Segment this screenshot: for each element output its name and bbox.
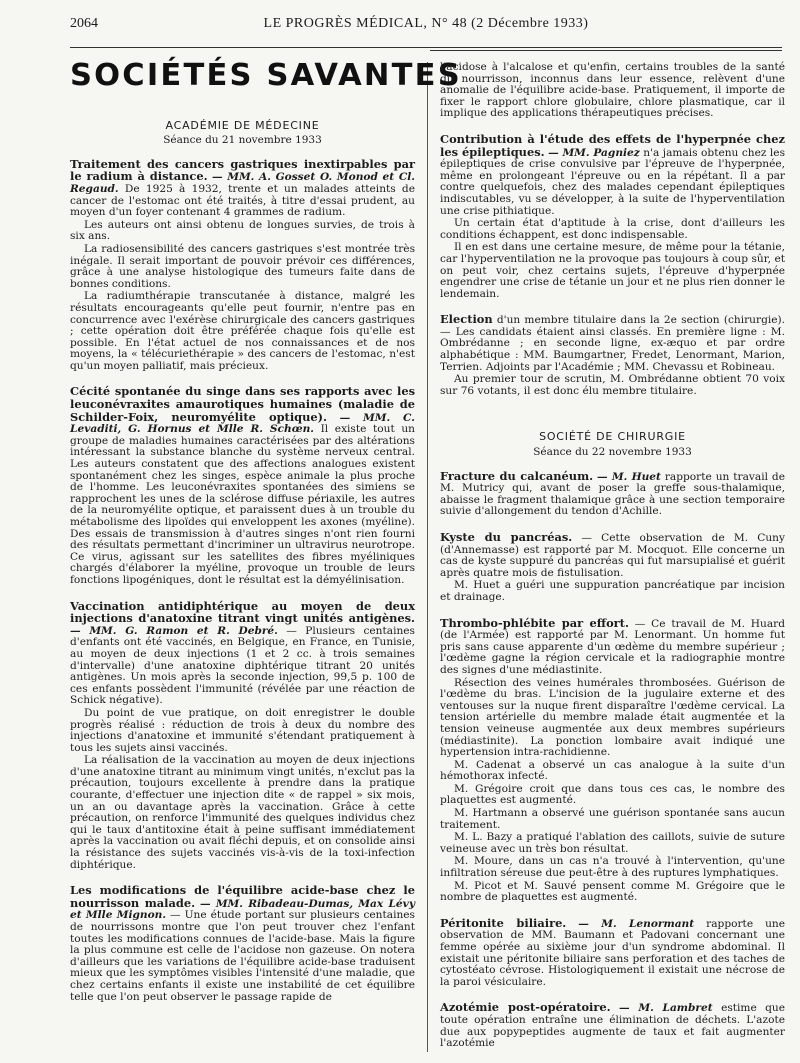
society-title-chirurgie: SOCIÉTÉ DE CHIRURGIE: [539, 430, 686, 444]
article-paragraph: La radiumthérapie transcutanée à distance, malgré les résultats encourageants qu'elle peut fournir, n'entre pas en concurrence avec l'exérèse chirurgicale des cancers gastriques ; cette opération doit être préférée chaque fois qu'elle est possible. En l'état actuel de nos connaissances et de nos moyens, la « télécuriethérapie » des cancers de l'estomac, n'est qu'un moyen palliatif, mais précieux.: [70, 290, 415, 372]
article-lead: [440, 131, 786, 217]
continuation-paragraph: l'acidose à l'alcalose et qu'enfin, certains troubles de la santé du nourrisson, inconnus dans leur essence, relèvent d'une anomalie de l'équilibre acide-base. Pratiquement, il importe de fixer le rapport chlore globulaire, chlore plasmatique, car il implique des applications thérapeutiques précises.: [440, 61, 785, 120]
article-authors: — M. Lenormant: [578, 917, 695, 930]
article-paragraph: M. Cadenat a observé un cas analogue à la suite d'un hémothorax infecté.: [440, 758, 785, 783]
article-lead: [440, 532, 785, 579]
article-title: Les modifications de l'équilibre acide-base chez le nourrisson malade.: [70, 883, 415, 910]
article-paragraph: rapporte un travail de M. Mutricy qui, avant de poser la greffe sous-thalamique, abaisse le fragment thalamique grâce à une section temporaire suivie d'allongement du tendon d'Achille.: [440, 470, 785, 518]
article-lead: [70, 885, 415, 1003]
article-title: Election: [440, 312, 493, 327]
session-date-academie: Séance du 21 novembre 1933: [163, 134, 322, 147]
article-lead: [70, 386, 415, 586]
article-paragraph: M. Huet a guéri une suppuration pancréatique par incision et drainage.: [440, 579, 785, 603]
article-paragraph: Il en est dans une certaine mesure, de même pour la tétanie, car l'hyperventilation ne la provoque pas toujours à coup sûr, et on peut voir, chez certains sujets, l'épreuve d'hyperpnée engendrer une crise de tétanie un jour et ne plus rien donner le lendemain.: [440, 241, 785, 300]
article-authors: — MM. A. Gosset O. Monod et Cl. Regaud.: [70, 171, 415, 195]
article-paragraph: — Cette observation de M. Cuny (d'Annemasse) est rapporté par M. Mocquot. Elle concerne un cas de kyste suppuré du pancréas qui fut marsupialisé et guérit après quatre mois de fistulisation.: [440, 532, 785, 579]
header-rule-double: [430, 50, 782, 51]
article-paragraph: M. L. Bazy a pratiqué l'ablation des caillots, suivie de suture veineuse avec un très bon résultat.: [440, 831, 785, 855]
article-lead: [440, 915, 785, 989]
left-column: [70, 58, 462, 1059]
article-authors: — MM. Pagniez: [548, 146, 640, 159]
article-lead: [440, 1002, 785, 1049]
article-radium: [70, 156, 415, 373]
page-number: 2064: [70, 16, 98, 31]
article-paragraph: Du point de vue pratique, on doit enregistrer le double progrès réalisé : réduction de trois à deux du nombre des injections d'anatoxine et immunité s'étendant pratiquement à tous les sujets ainsi vaccinés.: [70, 706, 415, 754]
article-lead: [440, 468, 785, 518]
article-title: Contribution à l'étude des effets de l'hyperpnée chez les épileptiques.: [440, 131, 785, 159]
article-paragraph: Un certain état d'aptitude à la crise, dont d'ailleurs les conditions échappent, est donc indispensable.: [440, 217, 785, 241]
article-title: Kyste du pancréas.: [440, 530, 573, 544]
article-paragraph: — Plusieurs centaines d'enfants ont été vaccinés, en Belgique, en France, en Tunisie, au moyen de deux injections (1 et 2 cc. à trois semaines d'intervalle) d'une anatoxine diphtérique titrant 20 unités antigènes. Un mois après la seconde injection, 99,5 p. 100 de ces enfants possèdent l'immunité (révélée par une réaction de Schick négative).: [70, 624, 415, 707]
running-head: [70, 16, 782, 38]
article-authors: — MM. C. Levaditi, G. Hornus et Mlle R. Schœn.: [70, 411, 415, 436]
article-continuation: [440, 62, 785, 120]
article-cecite: [70, 386, 415, 586]
article-election: [440, 314, 785, 397]
article-title: Fracture du calcanéum.: [440, 468, 594, 483]
article-paragraph: estime que toute opération entraîne une élimination de déchets. L'azote due aux popypeptides augmente de taux et fait augmenter l'azotémie: [440, 1002, 786, 1050]
article-paragraph: Il existe tout un groupe de maladies humaines caractérisées par des altérations intéressant la substance blanche du système nerveux central. Les auteurs constatent que des affections analogues existent spontanément chez les singes, espèce animale la plus proche de l'homme. Les leuconévraxites spontanées des simiens se rapprochent les unes de la sclérose diffuse périaxile, les autres de la neuromyélite optique, et paraissent dues à un trouble du métabolisme des lipoïdes qui enveloppent les axones (myéline). Des essais de transmission à d'autres singes n'ont rien fourni des résultats permettant d'incriminer un ultravirus neurotrope. Ce virus, agissant sur les satellites des fibres myéliniques chargés d'élaborer la myéline, provoque un trouble de leurs fonctions lipogéniques, dont le résultat est la démyélinisation.: [70, 423, 415, 586]
column-divider: [427, 62, 428, 1052]
article-paragraph: M. Moure, dans un cas n'a trouvé à l'intervention, qu'une infiltration séreuse due peut-être à des ruptures lymphatiques.: [440, 855, 785, 880]
article-hyperpnee: [440, 131, 786, 300]
section-spacer: [440, 411, 785, 431]
article-paragraph: Au premier tour de scrutin, M. Ombrédanne obtient 70 voix sur 76 votants, il est donc élu membre titulaire.: [440, 373, 785, 397]
article-title: Vaccination antidiphtérique au moyen de deux injections d'anatoxine titrant vingt unités antigènes.: [70, 598, 415, 626]
article-title: Traitement des cancers gastriques inextirpables par le radium à distance.: [70, 156, 415, 184]
society-title-academie: ACADÉMIE DE MÉDECINE: [165, 118, 320, 132]
article-paragraph: La réalisation de la vaccination au moyen de deux injections d'une anatoxine titrant au minimum vingt unités, n'exclut pas la précaution, toujours excellente à prendre dans la pratique courante, d'effectuer une injection dite « de rappel » six mois, un an ou davantage après la vaccination. Grâce à cette précaution, on renforce l'immunité des quelques individus chez qui le taux d'antitoxine était à peine suffisant immédiatement après la vaccination ou avait fléchi depuis, et on consolide ainsi la résistance des sujets vaccinés vis-à-vis de la toxi-infection diphtérique.: [70, 754, 415, 871]
article-paragraph: — Une étude portant sur plusieurs centaines de nourrissons montre que l'on peut trouver chez l'enfant toutes les modifications connues de l'acide-base. Mais la figure la plus commune est celle de l'acidose non gazeuse. On notera d'ailleurs que les variations de l'équilibre acide-base traduisent mieux que les symptômes visibles l'intensité d'une maladie, que chez certains enfants il existe une instabilité de cet équilibre telle que l'on peut observer le passage rapide de: [70, 909, 415, 1003]
article-paragraph: n'a jamais obtenu chez les épileptiques de crise convulsive par l'épreuve de l'hyperpnée, même en prolongeant l'épreuve ou en la répétant. Il a par contre quelquefois, chez des malades cependant épileptiques indiscutables, vu se développer, à la suite de l'hyperventilation une crise pithiatique.: [440, 146, 786, 217]
article-paragraph: La radiosensibilité des cancers gastriques s'est montrée très inégale. Il serait important de pouvoir prévoir ces différences, grâce à une analyse histologique des tumeurs faite dans de bonnes conditions.: [70, 242, 415, 290]
article-vaccination: [70, 598, 415, 872]
article-pancreas: [440, 532, 785, 604]
article-authors: — M. Lambret: [619, 1002, 713, 1015]
header-rule: [70, 47, 782, 48]
article-lead: [440, 314, 785, 373]
article-authors: — M. Huet: [597, 470, 661, 483]
article-title: Péritonite biliaire.: [440, 915, 567, 930]
right-column: [440, 62, 785, 1059]
article-authors: — MM. Ribadeau-Dumas, Max Lévy et Mlle Mignon.: [70, 897, 415, 922]
article-paragraph: — Ce travail de M. Huard (de l'Armée) est rapporté par M. Lenormant. Un homme fut pris sans cause apparente d'un œdème du membre supérieur ; l'œdème gagne la région cervicale et la radiographie montre des signes d'une médiastinite.: [440, 617, 785, 676]
session-date-chirurgie: Séance du 22 novembre 1933: [533, 446, 692, 459]
article-thrombo: [440, 615, 785, 904]
article-calcaneum: [440, 468, 785, 518]
article-paragraph: Résection des veines humérales thrombosées. Guérison de l'œdème du bras. L'incision de la jugulaire externe et des ventouses sur la nuque firent disparaître l'œdème cervical. La tension artérielle du membre malade était augmentée et la tension veineuse augmentée aux deux membres supérieurs (médiastinite). La ponction lombaire avait indiqué une hypertension intra-rachidienne.: [440, 676, 785, 759]
section-banner: SOCIÉTÉS SAVANTES: [70, 58, 462, 93]
article-lead: [70, 598, 415, 707]
article-lead: [440, 615, 785, 677]
article-paragraph: rapporte une observation de MM. Baumann et Padovani concernant une femme opérée au sixième jour d'un syndrome abdominal. Il existait une péritonite biliaire sans perforation et des taches de cytostéato cévrose. Histologiquement il existait une nécrose de la paroi vésiculaire.: [440, 917, 785, 988]
article-paragraph: De 1925 à 1932, trente et un malades atteints de cancer de l'estomac ont été traités, à titre d'essai prudent, au moyen d'un foyer contenant 4 grammes de radium.: [70, 182, 415, 219]
article-authors: — MM. G. Ramon et R. Debré.: [70, 624, 278, 637]
journal-title: LE PROGRÈS MÉDICAL, N° 48 (2 Décembre 1933): [263, 16, 589, 31]
article-peritonite: [440, 915, 785, 989]
article-title: Cécité spontanée du singe dans ses rapports avec les leuconévraxites amaurotiques humaines (maladie de Schilder-Foix, neuromyélite optique).: [70, 384, 415, 424]
article-title: Thrombo-phlébite par effort.: [440, 615, 629, 630]
article-paragraph: M. Hartmann a observé une guérison spontanée sans aucun traitement.: [440, 807, 785, 831]
article-azotemie: [440, 1002, 785, 1049]
article-paragraph: Les auteurs ont ainsi obtenu de longues survies, de trois à six ans.: [70, 218, 415, 243]
article-title: Azotémie post-opératoire.: [440, 1000, 611, 1015]
article-lead: [70, 156, 415, 219]
article-paragraph: M. Picot et M. Sauvé pensent comme M. Grégoire que le nombre de plaquettes est augmenté.: [440, 879, 785, 904]
article-paragraph: d'un membre titulaire dans la 2e section (chirurgie). — Les candidats étaient ainsi classés. En première ligne : M. Ombrédanne ; en seconde ligne, ex-æquo et par ordre alphabétique : MM. Baumgartner, Fredet, Lenormant, Marion, Terrien. Adjoints par l'Académie ; MM. Chevassu et Robineau.: [440, 314, 786, 373]
article-paragraph: M. Grégoire croit que dans tous ces cas, le nombre des plaquettes est augmenté.: [440, 782, 785, 807]
article-equilibre: [70, 885, 415, 1003]
